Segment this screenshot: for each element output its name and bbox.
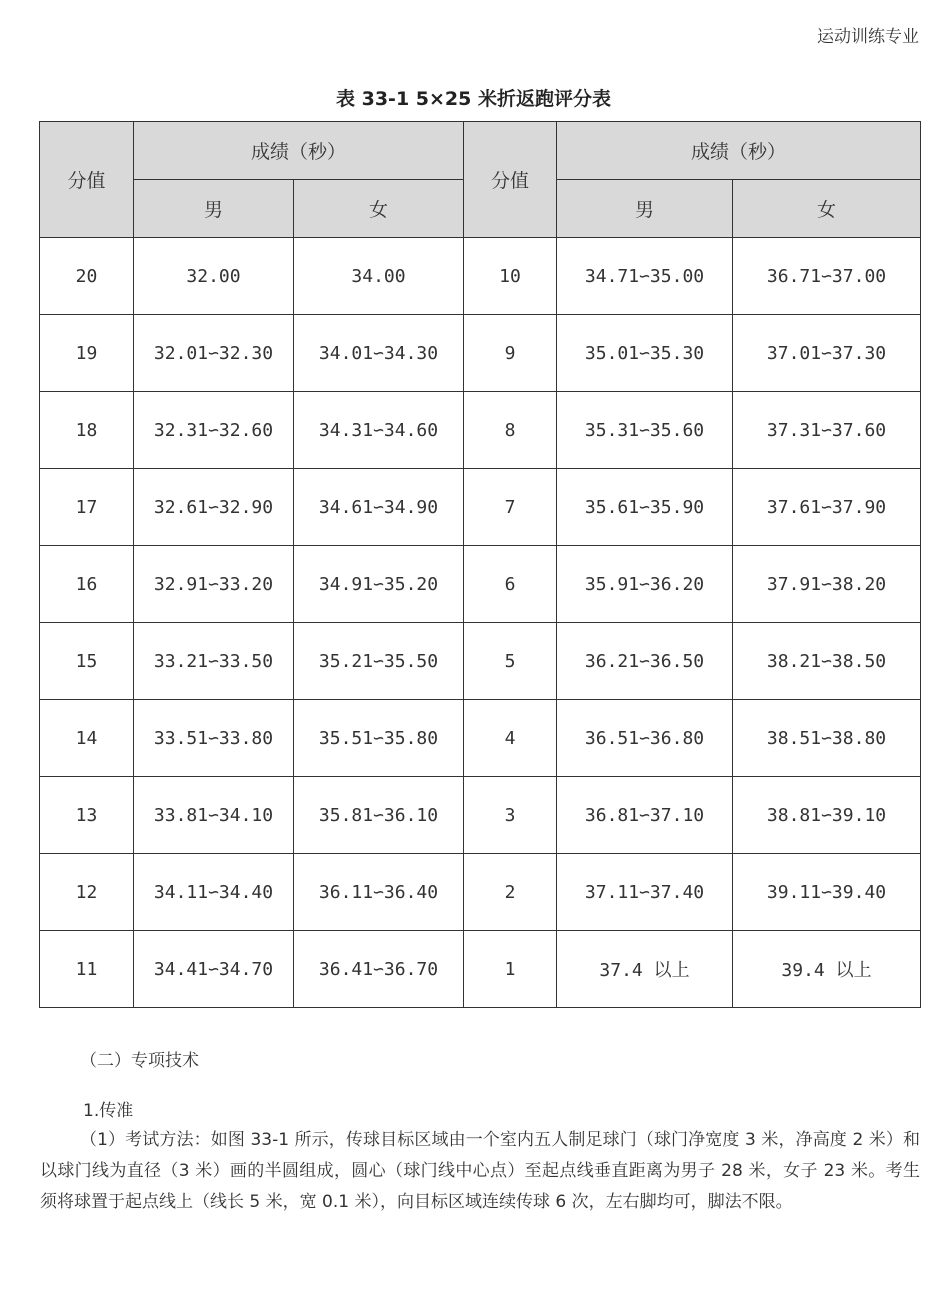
score-cell: 8: [464, 392, 557, 469]
female-time-cell: 36.11∽36.40: [294, 854, 464, 931]
result-header-left: 成绩（秒）: [134, 122, 464, 180]
table-row: [40, 315, 921, 392]
female-time-cell: 37.01∽37.30: [733, 315, 921, 392]
table-row: [40, 700, 921, 777]
female-time-cell: 34.91∽35.20: [294, 546, 464, 623]
score-cell: 12: [40, 854, 134, 931]
score-cell: 13: [40, 777, 134, 854]
score-cell: 6: [464, 546, 557, 623]
score-cell: 2: [464, 854, 557, 931]
female-time-cell: 34.00: [294, 238, 464, 315]
female-time-cell: 37.91∽38.20: [733, 546, 921, 623]
male-time-cell: 36.81∽37.10: [557, 777, 733, 854]
female-time-cell: 37.61∽37.90: [733, 469, 921, 546]
male-time-cell: 36.21∽36.50: [557, 623, 733, 700]
male-time-cell: 34.11∽34.40: [134, 854, 294, 931]
female-time-cell: 35.21∽35.50: [294, 623, 464, 700]
female-header-left: 女: [294, 180, 464, 238]
male-time-cell: 37.11∽37.40: [557, 854, 733, 931]
score-header-right: 分值: [464, 122, 557, 238]
score-cell: 5: [464, 623, 557, 700]
page-header-category: 运动训练专业: [817, 27, 919, 47]
score-cell: 20: [40, 238, 134, 315]
female-time-cell: 37.31∽37.60: [733, 392, 921, 469]
scoring-table-body: [40, 238, 921, 1008]
female-time-cell: 39.4 以上: [733, 931, 921, 1008]
score-cell: 17: [40, 469, 134, 546]
passing-heading: 1.传准: [83, 1101, 134, 1121]
table-row: [40, 469, 921, 546]
female-time-cell: 38.21∽38.50: [733, 623, 921, 700]
special-skill-heading: （二）专项技术: [80, 1051, 199, 1071]
male-time-cell: 32.31∽32.60: [134, 392, 294, 469]
score-cell: 10: [464, 238, 557, 315]
male-time-cell: 32.91∽33.20: [134, 546, 294, 623]
female-time-cell: 36.41∽36.70: [294, 931, 464, 1008]
score-cell: 1: [464, 931, 557, 1008]
table-row: [40, 623, 921, 700]
table-row: [40, 931, 921, 1008]
female-header-right: 女: [733, 180, 921, 238]
table-row: [40, 238, 921, 315]
female-time-cell: 38.51∽38.80: [733, 700, 921, 777]
result-header-right: 成绩（秒）: [557, 122, 921, 180]
male-time-cell: 33.51∽33.80: [134, 700, 294, 777]
male-time-cell: 36.51∽36.80: [557, 700, 733, 777]
female-time-cell: 34.31∽34.60: [294, 392, 464, 469]
score-cell: 18: [40, 392, 134, 469]
male-time-cell: 35.01∽35.30: [557, 315, 733, 392]
score-cell: 4: [464, 700, 557, 777]
table-row: [40, 854, 921, 931]
male-time-cell: 34.41∽34.70: [134, 931, 294, 1008]
score-header-left: 分值: [40, 122, 134, 238]
score-cell: 14: [40, 700, 134, 777]
table-row: [40, 777, 921, 854]
table-title: 表 33-1 5×25 米折返跑评分表: [336, 88, 611, 110]
male-time-cell: 32.00: [134, 238, 294, 315]
score-cell: 3: [464, 777, 557, 854]
male-time-cell: 33.81∽34.10: [134, 777, 294, 854]
table-row: [40, 546, 921, 623]
male-time-cell: 35.91∽36.20: [557, 546, 733, 623]
male-time-cell: 34.71∽35.00: [557, 238, 733, 315]
scoring-table: [39, 121, 921, 1008]
male-header-right: 男: [557, 180, 733, 238]
score-cell: 11: [40, 931, 134, 1008]
score-cell: 7: [464, 469, 557, 546]
male-header-left: 男: [134, 180, 294, 238]
female-time-cell: 35.51∽35.80: [294, 700, 464, 777]
male-time-cell: 32.01∽32.30: [134, 315, 294, 392]
male-time-cell: 35.31∽35.60: [557, 392, 733, 469]
female-time-cell: 38.81∽39.10: [733, 777, 921, 854]
female-time-cell: 35.81∽36.10: [294, 777, 464, 854]
male-time-cell: 32.61∽32.90: [134, 469, 294, 546]
female-time-cell: 34.61∽34.90: [294, 469, 464, 546]
male-time-cell: 35.61∽35.90: [557, 469, 733, 546]
score-cell: 19: [40, 315, 134, 392]
score-cell: 9: [464, 315, 557, 392]
score-cell: 15: [40, 623, 134, 700]
exam-method-paragraph: （1）考试方法：如图 33-1 所示，传球目标区域由一个室内五人制足球门（球门净宽度 3 米，净高度 2 米）和以球门线为直径（3 米）画的半圆组成，圆心（球门线中心点）至起点线垂直距离为男子 28 米，女子 23 米。考生须将球置于起点线上（线长 5 米，宽 0.1 米），向目标区域连续传球 6 次，左右脚均可，脚法不限。: [40, 1130, 920, 1212]
score-cell: 16: [40, 546, 134, 623]
table-row: [40, 392, 921, 469]
female-time-cell: 39.11∽39.40: [733, 854, 921, 931]
female-time-cell: 34.01∽34.30: [294, 315, 464, 392]
male-time-cell: 33.21∽33.50: [134, 623, 294, 700]
female-time-cell: 36.71∽37.00: [733, 238, 921, 315]
male-time-cell: 37.4 以上: [557, 931, 733, 1008]
